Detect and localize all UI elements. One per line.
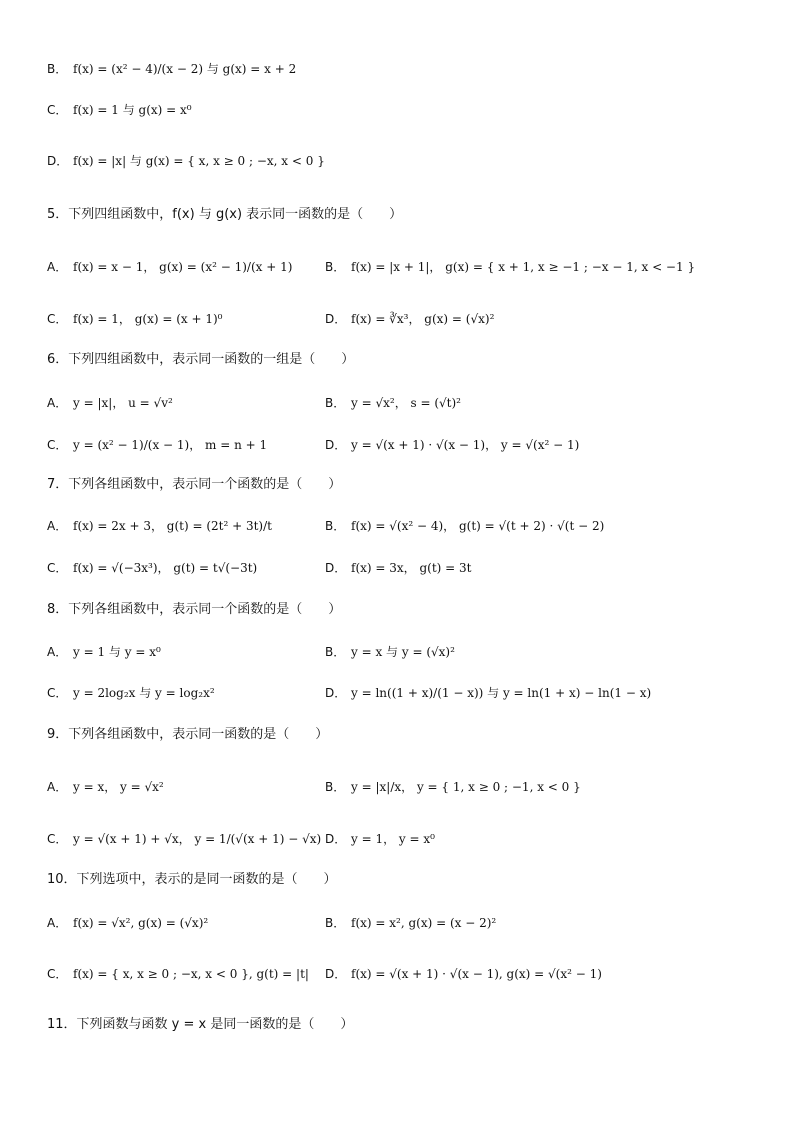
question-stem: 8．下列各组函数中，表示同一个函数的是（ ） <box>47 602 342 617</box>
option: B． y = √x²， s = (√t)² <box>325 396 461 410</box>
option: D． y = 1， y = x⁰ <box>325 832 435 846</box>
option-math: f(x) = √x², g(x) = (√x)² <box>73 916 209 930</box>
option: B． f(x) = √(x² − 4)， g(t) = √(t + 2) · √(t − 2) <box>325 519 605 533</box>
option: A． y = |x|， u = √v² <box>47 396 173 410</box>
option-math: y = √(x + 1) · √(x − 1)， y = √(x² − 1) <box>351 438 580 452</box>
option-math: f(x) = (x² − 4)/(x − 2) 与 g(x) = x + 2 <box>73 62 297 76</box>
option-math: y = x 与 y = (√x)² <box>351 645 455 659</box>
option-math: y = 2log₂x 与 y = log₂x² <box>73 686 215 700</box>
option: C． f(x) = { x, x ≥ 0 ; −x, x < 0 }, g(t) = |t| <box>47 967 309 981</box>
question-stem: 6．下列四组函数中，表示同一函数的一组是（ ） <box>47 352 355 367</box>
option: C． y = (x² − 1)/(x − 1)， m = n + 1 <box>47 438 268 452</box>
option: A． f(x) = 2x + 3， g(t) = (2t² + 3t)/t <box>47 519 272 533</box>
option: A． f(x) = √x², g(x) = (√x)² <box>47 916 209 930</box>
option-c-prev: C． f(x) = 1 与 g(x) = x⁰ <box>47 103 192 117</box>
option: D． y = √(x + 1) · √(x − 1)， y = √(x² − 1) <box>325 438 580 452</box>
option: B． f(x) = x², g(x) = (x − 2)² <box>325 916 497 930</box>
question-stem: 11．下列函数与函数 y = x 是同一函数的是（ ） <box>47 1017 354 1032</box>
option-math: f(x) = 1 与 g(x) = x⁰ <box>73 103 192 117</box>
option-math: y = |x|/x， y = { 1, x ≥ 0 ; −1, x < 0 } <box>351 780 581 794</box>
option-math: f(x) = |x| 与 g(x) = { x, x ≥ 0 ; −x, x < 0 } <box>73 154 325 168</box>
option: D． f(x) = ∛x³， g(x) = (√x)² <box>325 312 495 326</box>
option: D． f(x) = √(x + 1) · √(x − 1), g(x) = √(x² − 1) <box>325 967 602 981</box>
option: D． y = ln((1 + x)/(1 − x)) 与 y = ln(1 + x) − ln(1 − x) <box>325 686 652 700</box>
question-stem: 5．下列四组函数中，f(x) 与 g(x) 表示同一函数的是（ ） <box>47 207 403 222</box>
option: A． y = x， y = √x² <box>47 780 164 794</box>
option: B． y = x 与 y = (√x)² <box>325 645 455 659</box>
question-stem: 7．下列各组函数中，表示同一个函数的是（ ） <box>47 477 342 492</box>
option-math: y = √(x + 1) + √x， y = 1/(√(x + 1) − √x) <box>73 832 322 846</box>
option: C． y = 2log₂x 与 y = log₂x² <box>47 686 215 700</box>
option-math: f(x) = ∛x³， g(x) = (√x)² <box>351 312 495 326</box>
question-stem: 9．下列各组函数中，表示同一函数的是（ ） <box>47 727 329 742</box>
option: C． y = √(x + 1) + √x， y = 1/(√(x + 1) − √x) <box>47 832 322 846</box>
question-stem: 10．下列选项中，表示的是同一函数的是（ ） <box>47 872 337 887</box>
option: C． f(x) = 1， g(x) = (x + 1)⁰ <box>47 312 223 326</box>
option-math: f(x) = |x + 1|， g(x) = { x + 1, x ≥ −1 ; −x − 1, x < −1 } <box>351 260 696 274</box>
option-b-prev: B． f(x) = (x² − 4)/(x − 2) 与 g(x) = x + 2 <box>47 62 297 76</box>
option: B． f(x) = |x + 1|， g(x) = { x + 1, x ≥ −1 ; −x − 1, x < −1 } <box>325 260 696 274</box>
option-math: f(x) = 1， g(x) = (x + 1)⁰ <box>73 312 223 326</box>
option-math: y = 1， y = x⁰ <box>351 832 435 846</box>
option: A． y = 1 与 y = x⁰ <box>47 645 161 659</box>
option-math: y = √x²， s = (√t)² <box>351 396 461 410</box>
option-math: f(x) = x², g(x) = (x − 2)² <box>351 916 497 930</box>
option-math: f(x) = x − 1， g(x) = (x² − 1)/(x + 1) <box>73 260 293 274</box>
option-math: f(x) = √(x² − 4)， g(t) = √(t + 2) · √(t − 2) <box>351 519 605 533</box>
option-math: y = (x² − 1)/(x − 1)， m = n + 1 <box>73 438 268 452</box>
option-math: f(x) = 2x + 3， g(t) = (2t² + 3t)/t <box>73 519 272 533</box>
option-math: f(x) = √(−3x³)， g(t) = t√(−3t) <box>73 561 258 575</box>
option-math: y = ln((1 + x)/(1 − x)) 与 y = ln(1 + x) − ln(1 − x) <box>351 686 652 700</box>
option-math: y = |x|， u = √v² <box>73 396 173 410</box>
option-d-prev: D． f(x) = |x| 与 g(x) = { x, x ≥ 0 ; −x, x < 0 } <box>47 154 325 168</box>
option-math: f(x) = √(x + 1) · √(x − 1), g(x) = √(x² − 1) <box>351 967 602 981</box>
option: B． y = |x|/x， y = { 1, x ≥ 0 ; −1, x < 0 } <box>325 780 581 794</box>
option: A． f(x) = x − 1， g(x) = (x² − 1)/(x + 1) <box>47 260 293 274</box>
option: D． f(x) = 3x， g(t) = 3t <box>325 561 472 575</box>
option-math: f(x) = 3x， g(t) = 3t <box>351 561 472 575</box>
option-math: y = 1 与 y = x⁰ <box>73 645 161 659</box>
option-math: f(x) = { x, x ≥ 0 ; −x, x < 0 }, g(t) = |t| <box>73 967 309 981</box>
option: C． f(x) = √(−3x³)， g(t) = t√(−3t) <box>47 561 258 575</box>
option-math: y = x， y = √x² <box>73 780 164 794</box>
